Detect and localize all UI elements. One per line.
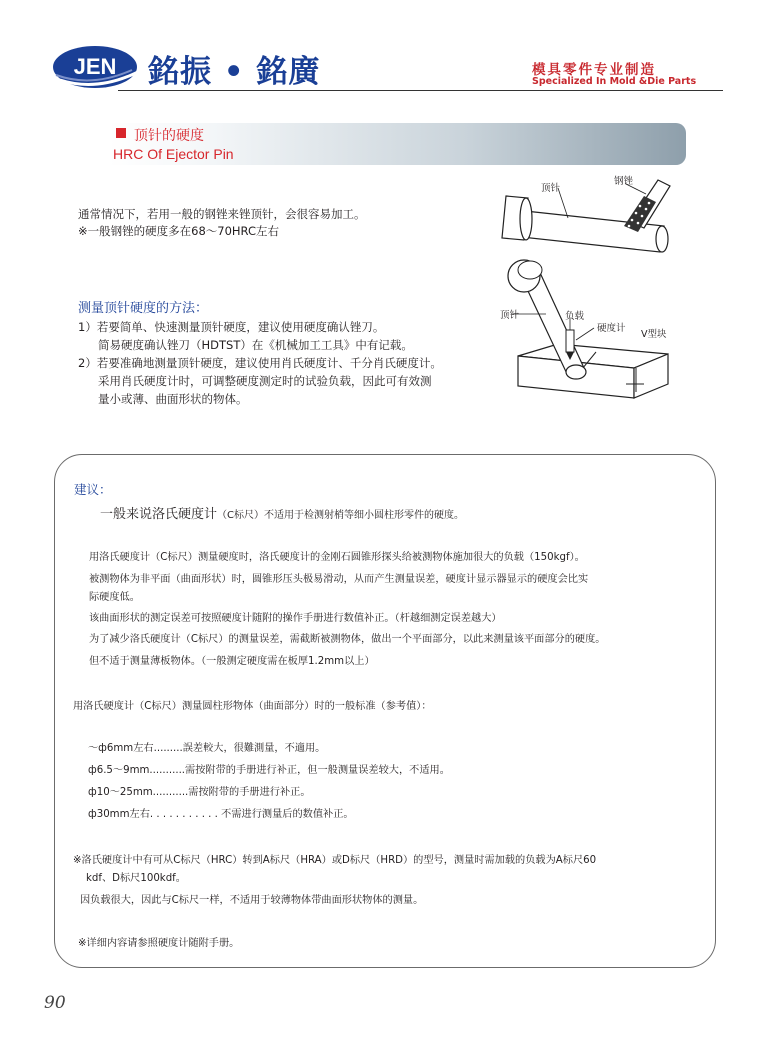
method-line: 采用肖氏硬度计时，可调整硬度测定时的试验负载，因此可有效测: [98, 374, 432, 388]
method-line: 2）若要准确地测量顶针硬度，建议使用肖氏硬度计、千分肖氏硬度计。: [78, 356, 442, 370]
standard-item: ф6.5～9mm...........需按附带的手册进行补正，但一般测量误差较大，不适用。: [88, 765, 450, 776]
fig2-label-tester: 硬度计: [597, 323, 626, 334]
pin-file-illustration: [498, 170, 688, 262]
note-line: 因负载很大，因此与C标尺一样，不适用于较薄物体带曲面形状物体的测量。: [80, 895, 424, 906]
note-line: kdf、D标尺100kdf。: [86, 873, 186, 884]
standard-item: ф10～25mm...........需按附带的手册进行补正。: [88, 787, 311, 798]
standard-item: ф30mm左右. . . . . . . . . . . 不需进行测量后的数值补正。: [88, 809, 354, 820]
fig2-label-pin: 顶针: [500, 310, 520, 321]
page-number: 90: [44, 993, 66, 1013]
note-line: ※详细内容请参照硬度计随附手册。: [78, 938, 240, 949]
fig2-label-load: 负载: [565, 311, 585, 322]
advice-paragraph: 用洛氏硬度计（C标尺）测量硬度时，洛氏硬度计的金刚石圆锥形探头给被测物体施加很大的负载（150kgf）。: [89, 552, 585, 563]
brand-name: 銘振 • 銘廣: [148, 54, 321, 90]
advice-paragraph: 为了减少洛氏硬度计（C标尺）的测量误差，需截断被测物体，做出一个平面部分，以此来测量该平面部分的硬度。: [89, 634, 606, 645]
advice-lead-rest: 不适用于检测射梢等细小圆柱形零件的硬度。: [264, 510, 464, 521]
section-marker-icon: [116, 128, 126, 138]
logo-text: JEN: [73, 54, 117, 79]
method-line: 简易硬度确认锉刀（HDTST）在《机械加工工具》中有记载。: [98, 338, 413, 352]
fig1-label-file: 钢锉: [614, 176, 634, 187]
slogan-en: Specialized In Mold &Die Parts: [532, 76, 697, 87]
fig1-label-pin: 顶针: [541, 183, 561, 194]
fig2-label-vblock: V型块: [641, 329, 667, 340]
note-line: ※洛氏硬度计中有可从C标尺（HRC）转到A标尺（HRA）或D标尺（HRD）的型号，测量时需加载的负载为A标尺60: [73, 855, 597, 866]
intro-line: ※一般钢锉的硬度多在68～70HRC左右: [78, 224, 279, 238]
intro-line: 通常情况下，若用一般的钢锉来锉顶针，会很容易加工。: [78, 207, 366, 221]
jen-logo: [52, 42, 142, 92]
advice-paragraph: 际硬度低。: [89, 592, 140, 603]
method-line: 量小或薄、曲面形状的物体。: [98, 392, 248, 406]
section-title-en: HRC Of Ejector Pin: [113, 146, 234, 162]
advice-paragraph: 但不适于测量薄板物体。（一般测定硬度需在板厚1.2mm以上）: [89, 656, 375, 667]
slogan-cn: 模具零件专业制造: [532, 62, 656, 78]
method-heading: 测量顶针硬度的方法：: [78, 301, 209, 316]
header-divider: [118, 90, 723, 91]
advice-lead-scale: （C标尺）: [217, 510, 264, 521]
advice-lead: [100, 503, 464, 522]
advice-lead-main: 一般来说洛氏硬度计: [100, 507, 218, 522]
advice-heading: 建议：: [74, 482, 112, 497]
standard-item: ～ф6mm左右.........誤差較大，很難測量，不適用。: [88, 743, 326, 754]
standard-title: 用洛氏硬度计（C标尺）测量圆柱形物体（曲面部分）时的一般标准（参考值）：: [73, 701, 432, 712]
advice-paragraph: 该曲面形状的测定误差可按照硬度计随附的操作手册进行数值补正。（杆越细测定误差越大）: [89, 613, 502, 624]
section-title-cn: 顶针的硬度: [134, 128, 204, 144]
method-line: 1）若要简单、快速测量顶针硬度，建议使用硬度确认锉刀。: [78, 320, 385, 334]
advice-paragraph: 被测物体为非平面（曲面形状）时，圆锥形压头极易滑动，从而产生测量误差，硬度计显示器显示的硬度会比实: [89, 574, 589, 585]
